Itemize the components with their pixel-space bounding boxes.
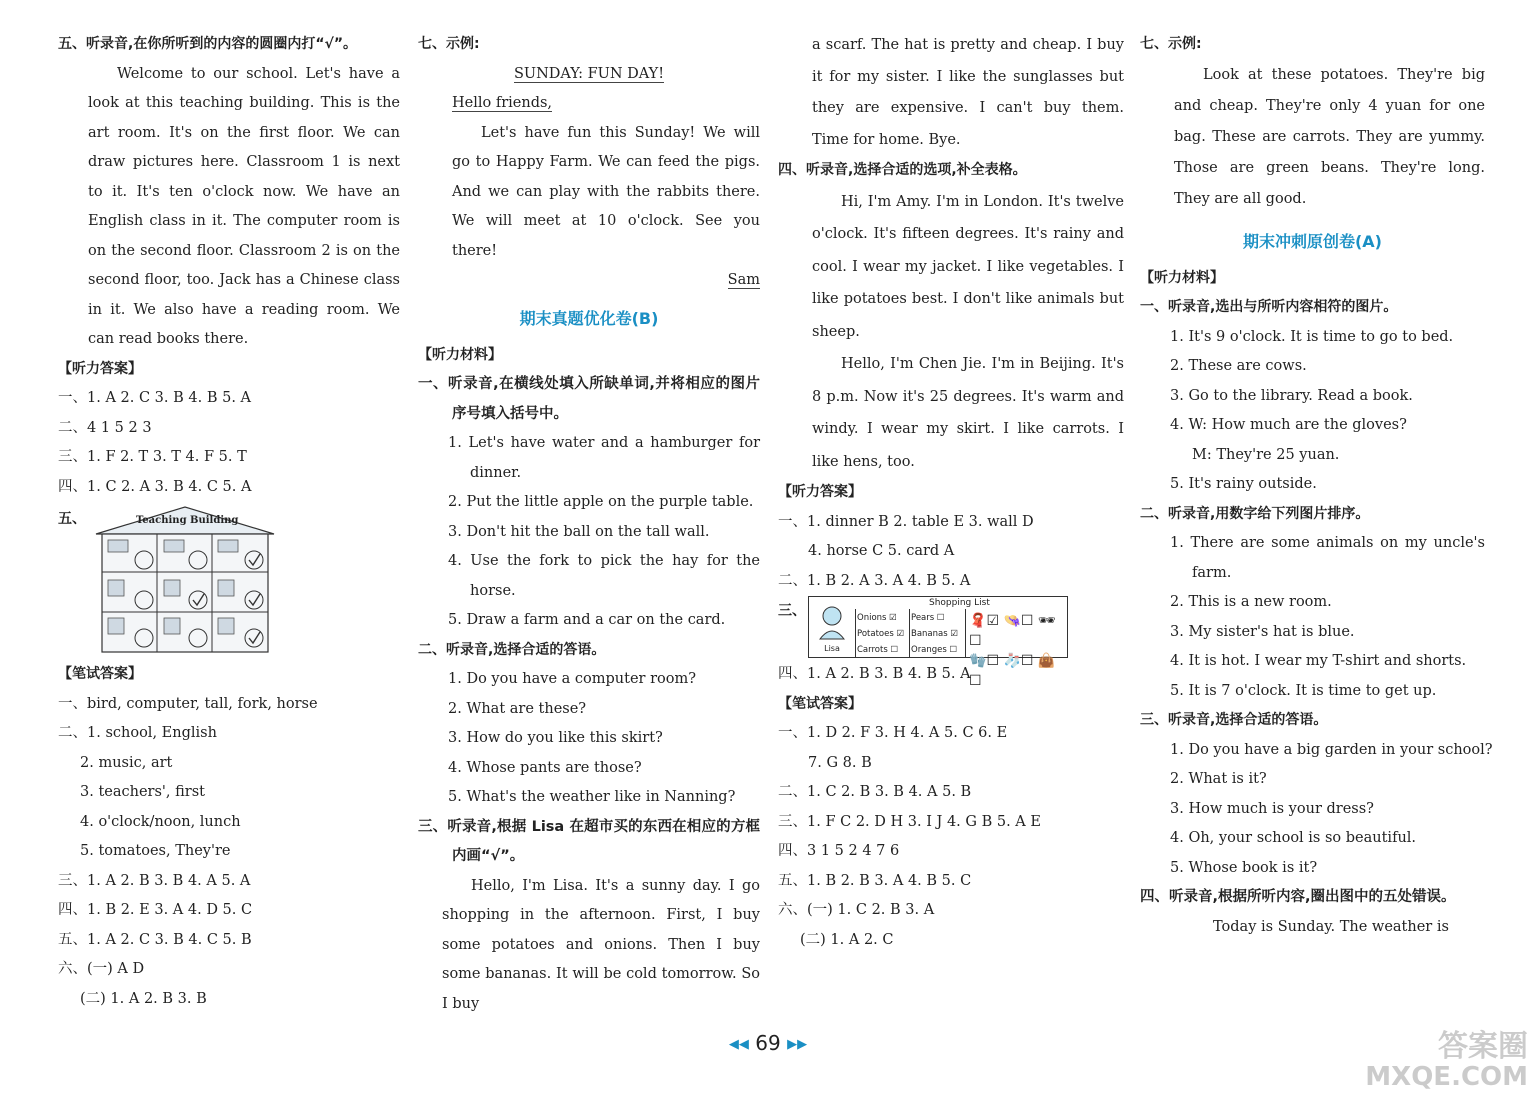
item-carrots: Carrots ☐ bbox=[857, 645, 899, 655]
essay-title-text: SUNDAY: FUN DAY! bbox=[513, 65, 665, 82]
glove-icon: 🧤 bbox=[969, 653, 987, 669]
b-answer-5: 五、1. B 2. B 3. A 4. B 5. C bbox=[778, 872, 972, 889]
c4-s3-item-2: 2. What is it? bbox=[1170, 771, 1267, 787]
section-5-label: 五、 bbox=[58, 511, 86, 527]
lisa-label: Lisa bbox=[824, 644, 840, 653]
c4-s2-item-1: 1. There are some animals on my uncle's farm. bbox=[1170, 535, 1485, 581]
column-2 bbox=[418, 30, 760, 1019]
written-answer-6-1: 六、(一) A D bbox=[58, 961, 145, 977]
s1-item-4: 4. Use the fork to pick the hay for the horse. bbox=[448, 553, 760, 599]
section-3-text: Hello, I'm Lisa. It's a sunny day. I go shopping in the afternoon. First, I buy some potatoes and onions. Then I buy some bananas. It will be cold tomorrow. So I buy bbox=[442, 877, 760, 1012]
c4-s1-item-2: 2. These are cows. bbox=[1170, 358, 1307, 374]
written-answer-5: 五、1. A 2. C 3. B 4. C 5. B bbox=[58, 931, 252, 948]
written-answer-4: 四、1. B 2. E 3. A 4. D 5. C bbox=[58, 902, 253, 918]
answer-line-3: 三、1. F 2. T 3. T 4. F 5. T bbox=[58, 449, 247, 465]
s1-item-3: 3. Don't hit the ball on the tall wall. bbox=[448, 523, 710, 540]
chen-jie-text: Hello, I'm Chen Jie. I'm in Beijing. It's 8 p.m. Now it's 25 degrees. It's warm and windy. I wear my skirt. I like carrots. I like hens, too. bbox=[812, 356, 1124, 470]
essay-greeting-text: Hello friends, bbox=[452, 95, 553, 111]
essay-greeting bbox=[418, 89, 760, 119]
c4-s1-item-4b: M: They're 25 yuan. bbox=[1192, 446, 1340, 463]
scarf-icon: 🧣 bbox=[969, 613, 987, 629]
s1-item-1: 1. Let's have water and a hamburger for dinner. bbox=[448, 435, 760, 481]
written-answer-heading: 【笔试答案】 bbox=[58, 666, 142, 682]
section-3-title: 三、听录音,根据 Lisa 在超市买的东西在相应的方框内画“√”。 bbox=[418, 818, 760, 864]
watermark-line-2: MXQE.COM bbox=[1365, 1062, 1528, 1092]
written-answer-2-4: 4. o'clock/noon, lunch bbox=[80, 813, 241, 830]
section-7-title: 七、示例: bbox=[418, 36, 480, 52]
c4-section-2-title: 二、听录音,用数字给下列图片排序。 bbox=[1140, 505, 1370, 522]
written-answer-3: 三、1. A 2. B 3. B 4. A 5. A bbox=[58, 872, 251, 889]
written-answer-6-2: (二) 1. A 2. B 3. B bbox=[80, 990, 207, 1007]
c4-s3-item-5: 5. Whose book is it? bbox=[1170, 859, 1318, 876]
answer-4: 四、1. A 2. B 3. B 4. B 5. A bbox=[778, 666, 971, 682]
section-7-title-4: 七、示例: bbox=[1140, 36, 1202, 52]
teaching-building-figure bbox=[84, 504, 286, 656]
c4-section-4-text: Today is Sunday. The weather is bbox=[1213, 918, 1449, 935]
s2-item-2: 2. What are these? bbox=[448, 700, 587, 717]
written-answer-1: 一、bird, computer, tall, fork, horse bbox=[58, 695, 318, 712]
listen-material-heading-4: 【听力材料】 bbox=[1140, 269, 1224, 286]
item-bananas: Bananas ☑ bbox=[911, 629, 958, 639]
written-answer-2-1: 二、1. school, English bbox=[58, 725, 217, 741]
s2-item-4: 4. Whose pants are those? bbox=[448, 759, 642, 776]
listen-material-heading: 【听力材料】 bbox=[418, 346, 502, 363]
shopping-column-1 bbox=[857, 610, 904, 658]
written-answer-2-2: 2. music, art bbox=[80, 754, 173, 771]
b-answer-1b: 7. G 8. B bbox=[808, 754, 872, 771]
section-7-text-4: Look at these potatoes. They're big and cheap. They're only 4 yuan for one bag. These are carrots. They are yummy. Those are green beans. They're long. They are all good. bbox=[1174, 66, 1485, 207]
c4-s2-item-5: 5. It is 7 o'clock. It is time to get up. bbox=[1170, 682, 1437, 699]
c4-section-1-title: 一、听录音,选出与所听内容相符的图片。 bbox=[1140, 299, 1398, 315]
answer-3-label: 三、 bbox=[778, 603, 806, 619]
column-4 bbox=[1140, 30, 1493, 942]
b-answer-1a: 一、1. D 2. F 3. H 4. A 5. C 6. E bbox=[778, 725, 1008, 741]
c4-s2-item-2: 2. This is a new room. bbox=[1170, 594, 1332, 610]
sunglasses-icon: 🕶 bbox=[1037, 613, 1056, 629]
item-onions: Onions ☑ bbox=[857, 613, 897, 623]
sock-icon: 🧦 bbox=[1003, 653, 1021, 669]
lisa-figure bbox=[812, 603, 852, 653]
b-answer-2: 二、1. C 2. B 3. B 4. A 5. B bbox=[778, 784, 972, 800]
answer-1a: 一、1. dinner B 2. table E 3. wall D bbox=[778, 513, 1034, 530]
item-oranges: Oranges ☐ bbox=[911, 645, 958, 655]
next-arrows-icon: ▶▶ bbox=[787, 1037, 808, 1052]
c4-s1-item-5: 5. It's rainy outside. bbox=[1170, 476, 1317, 492]
hat-icon: 👒 bbox=[1003, 613, 1021, 629]
prev-arrows-icon: ◀◀ bbox=[728, 1037, 749, 1052]
s1-item-2: 2. Put the little apple on the purple table. bbox=[448, 494, 754, 510]
c4-s2-item-3: 3. My sister's hat is blue. bbox=[1170, 623, 1355, 640]
c4-s1-item-4: 4. W: How much are the gloves? bbox=[1170, 417, 1407, 433]
answer-2: 二、1. B 2. A 3. A 4. B 5. A bbox=[778, 572, 971, 589]
section-5-title: 五、听录音,在你所听到的内容的圆圈内打“√”。 bbox=[58, 36, 358, 52]
answer-1b: 4. horse C 5. card A bbox=[808, 543, 955, 559]
written-answer-2-3: 3. teachers', first bbox=[80, 784, 205, 800]
essay-body: Let's have fun this Sunday! We will go to Happy Farm. We can feed the pigs. And we can play with the rabbits there. We will meet at 10 o'clock. See you there! bbox=[452, 124, 760, 259]
essay-title bbox=[418, 60, 760, 90]
paper-title-a: 期末冲刺原创卷(A) bbox=[1242, 231, 1382, 251]
section-4-title: 四、听录音,选择合适的选项,补全表格。 bbox=[778, 162, 1027, 178]
shopping-column-2 bbox=[911, 610, 958, 658]
c4-s1-item-1: 1. It's 9 o'clock. It is time to go to bed. bbox=[1170, 328, 1454, 345]
page-footer bbox=[0, 1031, 1536, 1055]
teaching-building-title: Teaching Building bbox=[136, 515, 239, 526]
listen-answer-heading: 【听力答案】 bbox=[58, 360, 142, 377]
written-answer-heading-3: 【笔试答案】 bbox=[778, 695, 862, 712]
bag-icon: 👜 bbox=[1037, 653, 1056, 669]
page-number: 69 bbox=[755, 1031, 781, 1055]
c4-s3-item-1: 1. Do you have a big garden in your school? bbox=[1170, 741, 1493, 758]
watermark bbox=[1365, 1029, 1528, 1092]
shopping-pictures: 🧣☑ 👒☐ 🕶☐ 🧤☐ 🧦☐ 👜☐ bbox=[969, 613, 1056, 689]
c4-s3-item-4: 4. Oh, your school is so beautiful. bbox=[1170, 830, 1417, 846]
watermark-line-1: 答案圈 bbox=[1438, 1029, 1528, 1064]
shopping-divider-3 bbox=[965, 609, 966, 657]
s2-item-1: 1. Do you have a computer room? bbox=[448, 671, 696, 687]
teaching-building-answer bbox=[58, 504, 400, 660]
column-3 bbox=[778, 30, 1124, 955]
lisa-continued: a scarf. The hat is pretty and cheap. I buy it for my sister. I like the sunglasses but they are expensive. I can't buy them. Time for home. Bye. bbox=[812, 37, 1124, 148]
b-answer-6-2: (二) 1. A 2. C bbox=[800, 931, 894, 948]
b-answer-4: 四、3 1 5 2 4 7 6 bbox=[778, 843, 900, 859]
item-potatoes: Potatoes ☑ bbox=[857, 629, 905, 639]
answer-line-4: 四、1. C 2. A 3. B 4. C 5. A bbox=[58, 478, 252, 495]
section-2-title: 二、听录音,选择合适的答语。 bbox=[418, 641, 606, 658]
shopping-list-title: Shopping List bbox=[929, 598, 990, 608]
c4-section-3-title: 三、听录音,选择合适的答语。 bbox=[1140, 712, 1328, 728]
b-answer-3: 三、1. F C 2. D H 3. I J 4. G B 5. A E bbox=[778, 813, 1041, 830]
shopping-divider-2 bbox=[909, 609, 910, 657]
written-answer-2-5: 5. tomatoes, They're bbox=[80, 843, 231, 859]
c4-s1-item-3: 3. Go to the library. Read a book. bbox=[1170, 387, 1413, 404]
shopping-divider bbox=[855, 609, 856, 657]
c4-s3-item-3: 3. How much is your dress? bbox=[1170, 800, 1374, 817]
section-1-title: 一、听录音,在横线处填入所缺单词,并将相应的图片序号填入括号中。 bbox=[418, 376, 760, 422]
answer-line-2: 二、4 1 5 2 3 bbox=[58, 419, 152, 436]
s1-item-5: 5. Draw a farm and a car on the card. bbox=[448, 612, 726, 628]
column-1 bbox=[58, 30, 400, 1014]
essay-signature bbox=[418, 266, 760, 296]
s2-item-3: 3. How do you like this skirt? bbox=[448, 730, 663, 746]
s2-item-5: 5. What's the weather like in Nanning? bbox=[448, 789, 736, 805]
paper-title-b: 期末真题优化卷(B) bbox=[519, 308, 659, 328]
lisa-avatar-icon bbox=[812, 603, 852, 641]
item-pears: Pears ☐ bbox=[911, 613, 945, 623]
section-5-text: Welcome to our school. Let's have a look at this teaching building. This is the art room. It's on the first floor. We can draw pictures here. Classroom 1 is next to it. It's ten o'clock now. We have an English class in it. The computer room is on the second floor. Classroom 2 is on the second floor, too. Jack has a Chinese class in it. We also have a reading room. We can read books there. bbox=[88, 65, 400, 347]
listen-answer-heading-3: 【听力答案】 bbox=[778, 484, 862, 500]
c4-s2-item-4: 4. It is hot. I wear my T-shirt and shorts. bbox=[1170, 653, 1467, 669]
amy-text: Hi, I'm Amy. I'm in London. It's twelve o'clock. It's fifteen degrees. It's rainy and cool. I wear my jacket. I like vegetables. I like potatoes best. I don't like animals but sheep. bbox=[812, 193, 1124, 340]
c4-section-4-title: 四、听录音,根据所听内容,圈出图中的五处错误。 bbox=[1140, 889, 1456, 905]
b-answer-6-1: 六、(一) 1. C 2. B 3. A bbox=[778, 902, 935, 918]
answer-line-1: 一、1. A 2. C 3. B 4. B 5. A bbox=[58, 390, 252, 406]
essay-signature-text: Sam bbox=[727, 272, 760, 288]
